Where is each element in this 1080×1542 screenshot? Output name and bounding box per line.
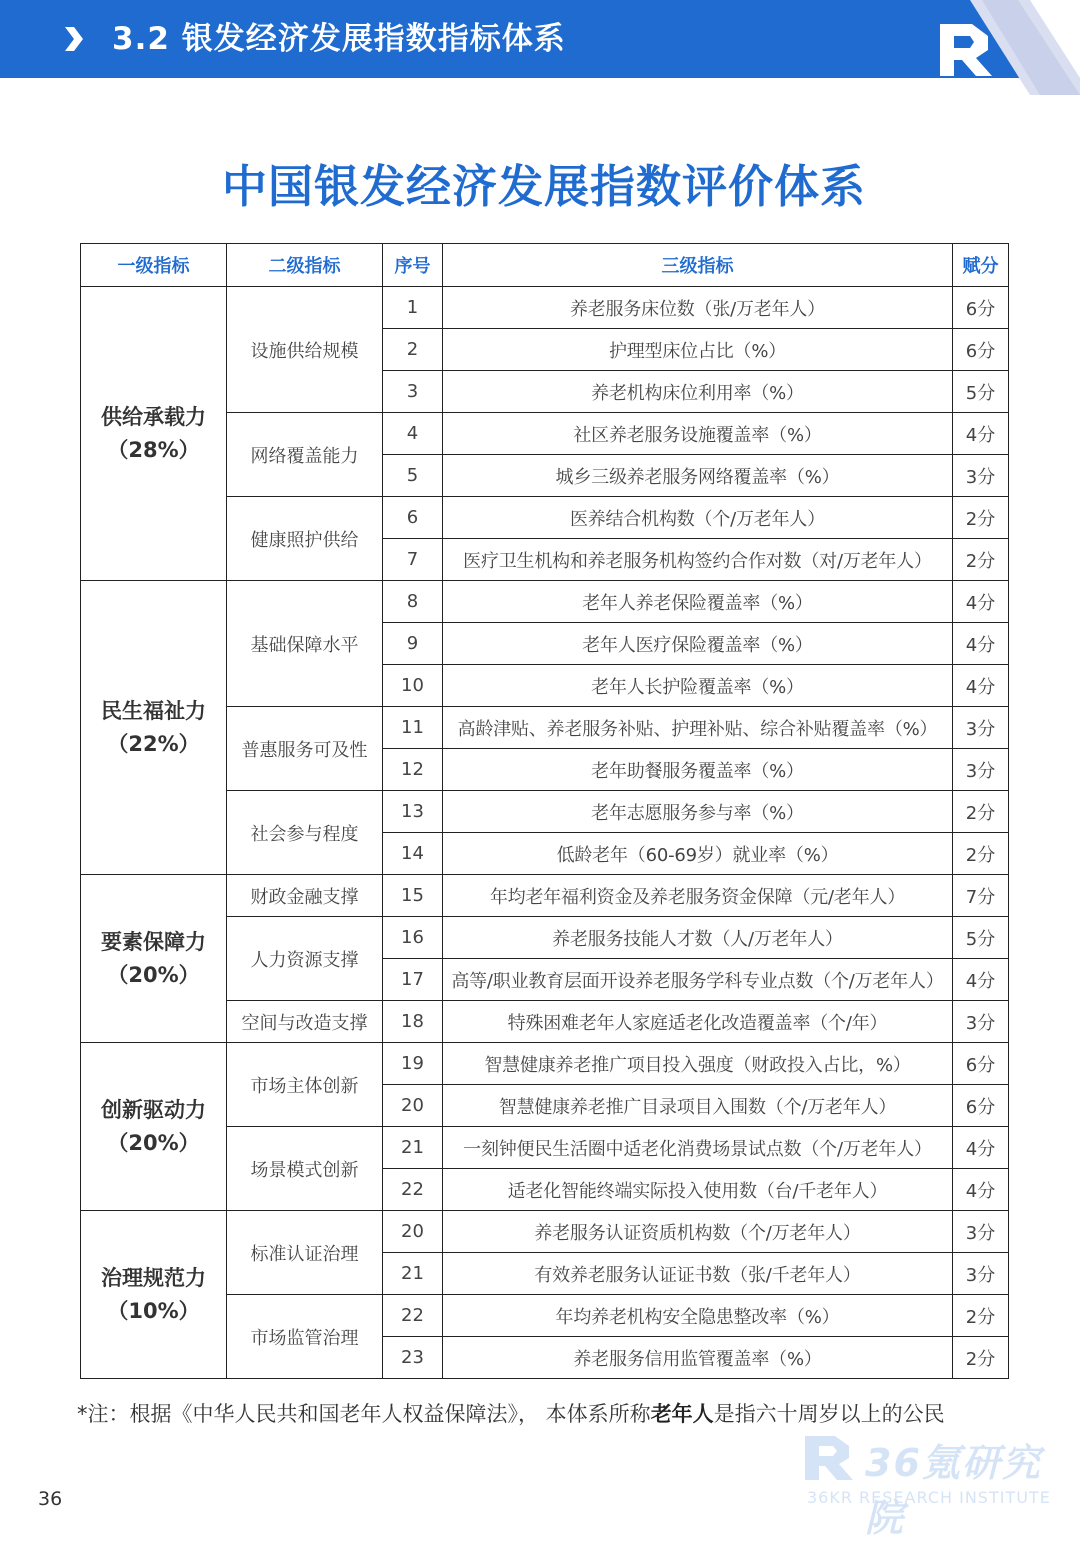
column-header: 三级指标 [443, 244, 953, 287]
table-row [81, 1211, 1009, 1253]
row-number: 13 [383, 791, 443, 833]
level3-indicator: 养老服务信用监管覆盖率（%） [443, 1337, 953, 1379]
index-table [80, 243, 1009, 1379]
score-value: 4分 [953, 1169, 1009, 1211]
level3-indicator: 特殊困难老年人家庭适老化改造覆盖率（个/年） [443, 1001, 953, 1043]
table-header-row [81, 244, 1009, 287]
table-row [81, 581, 1009, 623]
level3-indicator: 智慧健康养老推广项目投入强度（财政投入占比，%） [443, 1043, 953, 1085]
level1-indicator [81, 1043, 227, 1211]
level3-indicator: 医养结合机构数（个/万老年人） [443, 497, 953, 539]
score-value: 4分 [953, 581, 1009, 623]
level2-indicator: 社会参与程度 [227, 791, 383, 875]
36kr-logo-icon [900, 0, 1080, 95]
column-header: 序号 [383, 244, 443, 287]
row-number: 3 [383, 371, 443, 413]
level2-indicator: 财政金融支撑 [227, 875, 383, 917]
level2-indicator: 人力资源支撑 [227, 917, 383, 1001]
row-number: 17 [383, 959, 443, 1001]
level3-indicator: 老年志愿服务参与率（%） [443, 791, 953, 833]
level1-weight: （10%） [107, 1298, 200, 1323]
level1-weight: （20%） [107, 1130, 200, 1155]
watermark-name-en: 36KR RESEARCH INSTITUTE [807, 1488, 1051, 1507]
score-value: 2分 [953, 1337, 1009, 1379]
row-number: 22 [383, 1295, 443, 1337]
score-value: 2分 [953, 833, 1009, 875]
level2-indicator: 空间与改造支撑 [227, 1001, 383, 1043]
level2-indicator: 基础保障水平 [227, 581, 383, 707]
chevron-right-icon [63, 24, 85, 54]
score-value: 4分 [953, 623, 1009, 665]
score-value: 2分 [953, 1295, 1009, 1337]
row-number: 9 [383, 623, 443, 665]
level1-indicator [81, 581, 227, 875]
level3-indicator: 城乡三级养老服务网络覆盖率（%） [443, 455, 953, 497]
footnote-emphasis: 老年人 [650, 1402, 714, 1426]
row-number: 15 [383, 875, 443, 917]
level3-indicator: 社区养老服务设施覆盖率（%） [443, 413, 953, 455]
level3-indicator: 智慧健康养老推广目录项目入围数（个/万老年人） [443, 1085, 953, 1127]
level3-indicator: 一刻钟便民生活圈中适老化消费场景试点数（个/万老年人） [443, 1127, 953, 1169]
row-number: 14 [383, 833, 443, 875]
row-number: 20 [383, 1211, 443, 1253]
table-row [81, 287, 1009, 329]
level3-indicator: 低龄老年（60-69岁）就业率（%） [443, 833, 953, 875]
column-header: 二级指标 [227, 244, 383, 287]
table-row [81, 1043, 1009, 1085]
level2-indicator: 标准认证治理 [227, 1211, 383, 1295]
score-value: 2分 [953, 497, 1009, 539]
watermark [805, 1432, 1055, 1540]
column-header: 一级指标 [81, 244, 227, 287]
level3-indicator: 老年人养老保险覆盖率（%） [443, 581, 953, 623]
score-value: 7分 [953, 875, 1009, 917]
row-number: 21 [383, 1127, 443, 1169]
level3-indicator: 医疗卫生机构和养老服务机构签约合作对数（对/万老年人） [443, 539, 953, 581]
level1-name: 创新驱动力 [101, 1097, 206, 1122]
level3-indicator: 年均养老机构安全隐患整改率（%） [443, 1295, 953, 1337]
level3-indicator: 老年人医疗保险覆盖率（%） [443, 623, 953, 665]
score-value: 3分 [953, 1211, 1009, 1253]
level1-name: 民生福祉力 [101, 698, 206, 723]
row-number: 6 [383, 497, 443, 539]
row-number: 18 [383, 1001, 443, 1043]
level3-indicator: 有效养老服务认证证书数（张/千老年人） [443, 1253, 953, 1295]
score-value: 6分 [953, 1043, 1009, 1085]
score-value: 4分 [953, 1127, 1009, 1169]
level2-indicator: 网络覆盖能力 [227, 413, 383, 497]
level3-indicator: 护理型床位占比（%） [443, 329, 953, 371]
level1-indicator [81, 287, 227, 581]
score-value: 3分 [953, 749, 1009, 791]
footnote [77, 1398, 945, 1428]
score-value: 3分 [953, 455, 1009, 497]
row-number: 12 [383, 749, 443, 791]
row-number: 22 [383, 1169, 443, 1211]
row-number: 11 [383, 707, 443, 749]
score-value: 4分 [953, 665, 1009, 707]
document-title: 中国银发经济发展指数评价体系 [221, 160, 866, 213]
level3-indicator: 养老机构床位利用率（%） [443, 371, 953, 413]
score-value: 3分 [953, 1001, 1009, 1043]
row-number: 7 [383, 539, 443, 581]
level2-indicator: 场景模式创新 [227, 1127, 383, 1211]
level1-weight: （28%） [107, 437, 200, 462]
level1-weight: （20%） [107, 962, 200, 987]
level3-indicator: 高等/职业教育层面开设养老服务学科专业点数（个/万老年人） [443, 959, 953, 1001]
score-value: 6分 [953, 329, 1009, 371]
level3-indicator: 养老服务床位数（张/万老年人） [443, 287, 953, 329]
level1-name: 治理规范力 [101, 1265, 206, 1290]
level3-indicator: 养老服务技能人才数（人/万老年人） [443, 917, 953, 959]
row-number: 8 [383, 581, 443, 623]
level1-indicator [81, 1211, 227, 1379]
score-value: 2分 [953, 539, 1009, 581]
score-value: 3分 [953, 707, 1009, 749]
row-number: 23 [383, 1337, 443, 1379]
score-value: 2分 [953, 791, 1009, 833]
level2-indicator: 设施供给规模 [227, 287, 383, 413]
level1-name: 要素保障力 [101, 929, 206, 954]
section-header-bar [0, 0, 1030, 78]
level2-indicator: 市场监管治理 [227, 1295, 383, 1379]
table-row [81, 875, 1009, 917]
level2-indicator: 健康照护供给 [227, 497, 383, 581]
score-value: 4分 [953, 959, 1009, 1001]
row-number: 1 [383, 287, 443, 329]
level1-indicator [81, 875, 227, 1043]
row-number: 2 [383, 329, 443, 371]
section-title: 3.2 银发经济发展指数指标体系 [112, 21, 566, 57]
score-value: 3分 [953, 1253, 1009, 1295]
level3-indicator: 高龄津贴、养老服务补贴、护理补贴、综合补贴覆盖率（%） [443, 707, 953, 749]
row-number: 5 [383, 455, 443, 497]
level2-indicator: 普惠服务可及性 [227, 707, 383, 791]
level3-indicator: 适老化智能终端实际投入使用数（台/千老年人） [443, 1169, 953, 1211]
row-number: 4 [383, 413, 443, 455]
table-body [81, 287, 1009, 1379]
row-number: 10 [383, 665, 443, 707]
level1-name: 供给承载力 [101, 404, 206, 429]
level2-indicator: 市场主体创新 [227, 1043, 383, 1127]
level3-indicator: 养老服务认证资质机构数（个/万老年人） [443, 1211, 953, 1253]
row-number: 20 [383, 1085, 443, 1127]
score-value: 5分 [953, 371, 1009, 413]
row-number: 19 [383, 1043, 443, 1085]
score-value: 5分 [953, 917, 1009, 959]
level3-indicator: 年均老年福利资金及养老服务资金保障（元/老年人） [443, 875, 953, 917]
score-value: 4分 [953, 413, 1009, 455]
page-number: 36 [38, 1488, 63, 1510]
column-header: 赋分 [953, 244, 1009, 287]
score-value: 6分 [953, 287, 1009, 329]
36kr-watermark-icon [805, 1436, 853, 1480]
level3-indicator: 老年助餐服务覆盖率（%） [443, 749, 953, 791]
footnote-suffix: 是指六十周岁以上的公民 [713, 1402, 945, 1426]
row-number: 16 [383, 917, 443, 959]
watermark-name-cn: 36氪研究院 [865, 1441, 1042, 1540]
row-number: 21 [383, 1253, 443, 1295]
level3-indicator: 老年人长护险覆盖率（%） [443, 665, 953, 707]
score-value: 6分 [953, 1085, 1009, 1127]
footnote-prefix: *注：根据《中华人民共和国老年人权益保障法》， 本体系所称 [77, 1402, 651, 1426]
level1-weight: （22%） [107, 731, 200, 756]
